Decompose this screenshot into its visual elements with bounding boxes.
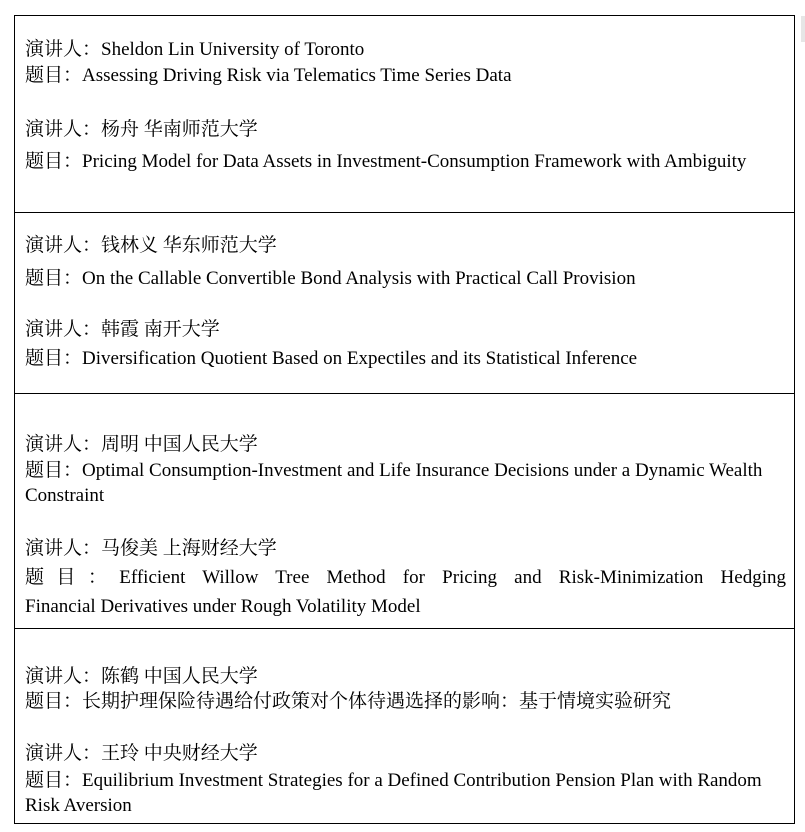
speaker-prefix: 演讲人：: [25, 434, 102, 455]
speaker-prefix: 演讲人：: [25, 666, 102, 687]
title-continuation: [25, 594, 786, 619]
speaker-name: 韩霞 南开大学: [101, 319, 220, 340]
speaker-line: [25, 37, 786, 62]
speaker-prefix: 演讲人：: [25, 119, 102, 140]
title-line: [25, 689, 786, 714]
table-row: [14, 212, 795, 394]
title-line: [25, 565, 786, 590]
speaker-line: [25, 117, 786, 142]
title-prefix: 题目：: [25, 348, 83, 369]
speaker-name: 杨舟 华南师范大学: [101, 119, 258, 140]
talk-title: Pricing Model for Data Assets in Investment-Consumption Framework with Ambiguity: [82, 151, 747, 172]
speaker-name: 陈鹤 中国人民大学: [101, 666, 258, 687]
speaker-name: 周明 中国人民大学: [101, 434, 258, 455]
title-line: [25, 346, 786, 371]
speaker-name: 钱林义 华东师范大学: [101, 235, 277, 256]
speaker-prefix: 演讲人：: [25, 538, 102, 559]
speaker-line: [25, 317, 786, 342]
table-row: [14, 15, 795, 213]
talk-title: Assessing Driving Risk via Telematics Time Series Data: [82, 65, 512, 86]
talk-title: Equilibrium Investment Strategies for a Defined Contribution Pension Plan with Random Risk Aversion: [25, 770, 762, 816]
table-row: [14, 393, 795, 629]
speaker-prefix: 演讲人：: [25, 319, 102, 340]
title-line: [25, 458, 786, 508]
title-prefix: 题目：: [25, 567, 120, 588]
talk-title: 长期护理保险待遇给付政策对个体待遇选择的影响：基于情境实验研究: [82, 691, 672, 712]
speaker-line: [25, 536, 786, 561]
scrollbar-edge: [801, 16, 805, 42]
talk-title: Diversification Quotient Based on Expectiles and its Statistical Inference: [82, 348, 638, 369]
title-prefix: 题目：: [25, 770, 83, 791]
title-prefix: 题目：: [25, 268, 83, 289]
speaker-line: [25, 432, 786, 457]
speaker-line: [25, 741, 786, 766]
title-line: [25, 768, 786, 818]
speaker-prefix: 演讲人：: [25, 235, 102, 256]
title-line: [25, 149, 786, 174]
speaker-name: Sheldon Lin University of Toronto: [101, 39, 365, 60]
speaker-line: [25, 233, 786, 258]
speaker-prefix: 演讲人：: [25, 743, 102, 764]
talk-title: On the Callable Convertible Bond Analysis with Practical Call Provision: [82, 268, 636, 289]
talk-title: Optimal Consumption-Investment and Life Insurance Decisions under a Dynamic Wealth Constraint: [25, 460, 763, 506]
title-prefix: 题目：: [25, 691, 83, 712]
title-line: [25, 63, 786, 88]
speaker-name: 马俊美 上海财经大学: [101, 538, 277, 559]
title-prefix: 题目：: [25, 151, 83, 172]
talk-title: Efficient Willow Tree Method for Pricing and Risk-Minimization Hedging: [119, 567, 786, 588]
title-prefix: 题目：: [25, 65, 83, 86]
title-prefix: 题目：: [25, 460, 83, 481]
speaker-line: [25, 664, 786, 689]
talk-title-continued: Financial Derivatives under Rough Volatility Model: [25, 596, 421, 617]
table-row: [14, 628, 795, 824]
speaker-prefix: 演讲人：: [25, 39, 102, 60]
speaker-name: 王玲 中央财经大学: [101, 743, 258, 764]
title-line: [25, 266, 786, 291]
